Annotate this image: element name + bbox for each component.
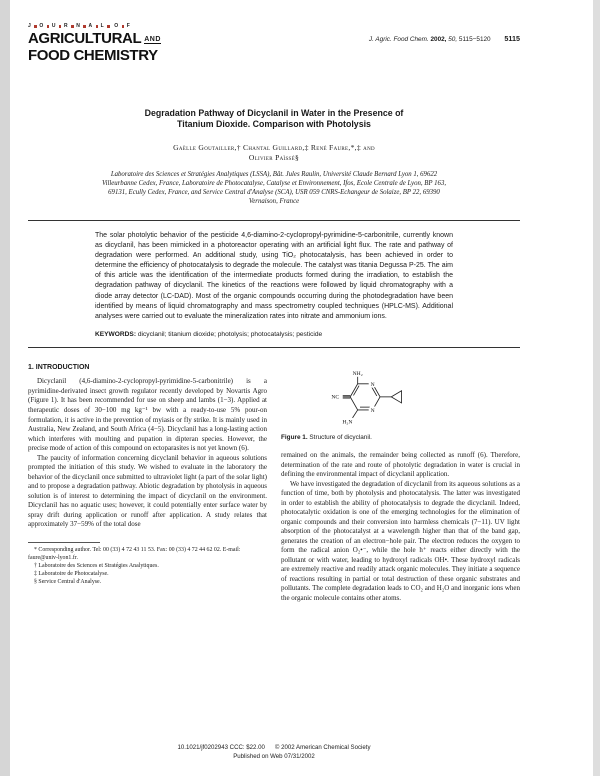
figure-1-caption bbox=[281, 434, 520, 443]
keywords-line bbox=[95, 331, 453, 338]
intro-paragraph-1: Dicyclanil (4,6-diamino-2-cyclopropyl-pyrimidine-5-carbonitrile) is a pyrimidine-derivated insect growth regulator recently developed by Novartis Agro (Figure 1). It has been recommended for use on sheep and lambs (1−3). Applied at therapeutic doses of 30−100 mg kg⁻¹ bw with a ready-to-use 5% pour-on formulation, it is active in the prevention of myiasis or fly strike. It is mainly used in Australia, New Zealand, and South Africa (4−5). Dicyclanil has a long-lasting action which interferes with moulting and pupation in dipteran species. However, the precise mode of action of this compound on ectoparasites is not yet known (6). bbox=[28, 377, 267, 453]
article-title-line-1: Degradation Pathway of Dicyclanil in Water in the Presence of bbox=[144, 107, 404, 118]
footnote-rule bbox=[28, 542, 100, 543]
logo-word-and: AND bbox=[144, 36, 161, 44]
citation-volume: 50, bbox=[448, 36, 458, 43]
author-line-2: Olivier Païssé§ bbox=[248, 152, 300, 162]
journal-of-letter: U bbox=[52, 24, 64, 29]
logo-word-agricultural: AGRICULTURAL bbox=[28, 30, 142, 48]
running-head-citation bbox=[369, 34, 520, 43]
footer-line-2: Published on Web 07/31/2002 bbox=[233, 752, 315, 760]
copyright-notice: © 2002 American Chemical Society bbox=[274, 743, 371, 751]
footnote-double-dagger: ‡ Laboratoire de Photocatalyse. bbox=[34, 571, 109, 578]
journal-of-letter: O bbox=[114, 24, 126, 29]
figure-1-caption-text: Structure of dicyclanil. bbox=[309, 433, 372, 441]
right-column bbox=[281, 363, 520, 604]
footnotes-block bbox=[28, 542, 267, 587]
footer-line-1 bbox=[28, 743, 520, 752]
section-heading-introduction: 1. INTRODUCTION bbox=[28, 363, 90, 371]
logo-line-1 bbox=[28, 31, 161, 48]
journal-of-letter: F bbox=[126, 23, 131, 29]
citation-pages: 5115−5120 bbox=[458, 36, 491, 43]
footnote-dagger: † Laboratoire des Sciences et Stratégies Analytiques. bbox=[34, 562, 159, 569]
article-title-line-2: Titanium Dioxide. Comparison with Photolysis bbox=[177, 119, 371, 130]
journal-of-letter: J bbox=[28, 24, 39, 29]
atom-label-nh2: NH₂ bbox=[352, 370, 363, 377]
logo-word-food-chemistry: FOOD CHEMISTRY bbox=[28, 47, 158, 65]
atom-label-h2n: H₂N bbox=[342, 419, 353, 426]
author-line-1: Gaëlle Goutailler,† Chantal Guillard,‡ René Faure,*,‡ and bbox=[173, 142, 375, 152]
journal-logo bbox=[28, 24, 161, 64]
figure-1-label: Figure 1. bbox=[281, 433, 308, 441]
article-title bbox=[28, 108, 520, 131]
scan-edge-left bbox=[0, 0, 10, 776]
abstract-text: The solar photolytic behavior of the pesticide 4,6-diamino-2-cyclopropyl-pyrimidine-5-carbonitrile, currently known as dicyclanil, has been mimicked in a photoreactor operating with an artificial light flux. The rate and pathway of degradation were performed. An additional study, using TiO₂ photocatalysis, has been achieved in order to determine the efficiency of photocatalysis to degrade the molecule. The catalyst was titania Degussa P-25. The aim of this article was the identification of the intermediate products formed during the irradiation, to establish the degradation pathway of dicyclanil. The kinetics of the reactions were followed by liquid chromatography with a diode array detector (LC-DAD). Most of the organic compounds occurring during the photodegradation have been identified by means of liquid chromatography and mass spectrometry coupled techniques (HPLC-MS). Additional analyses were carried out to evaluate the mineralization rates into nitrate and ammonium ions. bbox=[95, 231, 453, 320]
body-columns bbox=[28, 363, 520, 604]
figure-1 bbox=[281, 363, 520, 451]
dicyclanil-structure bbox=[311, 367, 423, 429]
journal-of-letter: O bbox=[39, 24, 51, 29]
page-footer bbox=[28, 743, 520, 761]
citation-year: 2002, bbox=[430, 36, 447, 43]
page-content bbox=[28, 0, 520, 776]
journal-of-letter: R bbox=[64, 24, 76, 29]
affiliations: Laboratoire des Sciences et Stratégies Analytiques (LSSA), Bât. Jules Raulin, Université Claude Bernard Lyon 1, 69622 Villeurbanne Cedex, France, Laboratoire de Photocatalyse, Catalyse et Environnement, Ifos, Ecole Centrale de Lyon, BP 163, 69131, Ecully Cedex, France, and Service Central d'Analyse (SCA), USR 059 CNRS-Echangeur de Solaize, BP 22, 69390 Vernaison, France bbox=[101, 171, 447, 205]
atom-label-nc: NC bbox=[331, 394, 340, 401]
abstract-bottom-rule bbox=[28, 347, 520, 348]
keywords-text: dicyclanil; titanium dioxide; photolysis; photocatalysis; pesticide bbox=[137, 330, 323, 338]
body-paragraph-3: remained on the animals, the remainder being collected as runoff (6). Therefore, determination of the rate and route of photolytic degradation in water is crucial in defining the environmental impact of dicyclanil application. bbox=[281, 451, 520, 479]
page-number: 5115 bbox=[504, 34, 520, 43]
left-column bbox=[28, 363, 267, 604]
journal-of-letter: A bbox=[88, 24, 100, 29]
footnote-corresponding-author: * Corresponding author. Tel: 00 (33) 4 72 43 11 53. Fax: 00 (33) 4 72 44 62 02. E-mail: faure@univ-lyon1.fr. bbox=[28, 546, 241, 561]
journal-of-line bbox=[28, 24, 161, 29]
journal-of-letter: L bbox=[101, 24, 113, 29]
abstract-top-rule bbox=[28, 220, 520, 221]
scan-edge-right bbox=[593, 0, 600, 776]
atom-label-n-top: N bbox=[370, 381, 375, 388]
journal-of-letter: N bbox=[76, 24, 88, 29]
journal-header bbox=[28, 0, 520, 64]
keywords-label: KEYWORDS: bbox=[95, 330, 137, 338]
doi-ccc-code: 10.1021/jf0202943 CCC: $22.00 bbox=[177, 743, 265, 751]
intro-paragraph-2: The paucity of information concerning dicyclanil behavior in aqueous solutions prompted the initiation of this study. We wished to evaluate in the laboratory the behavior of the dicyclanil once submitted to ultraviolet light (a part of the solar light) and to propose a degradation pathway. Abiotic degradation by photolysis in aqueous solution is of interest to determining the impact of dicyclanil on the environment. Dicyclanil has no aquatic uses; however, it could potentially enter surface water by spray drift during application or runoff after application. A study relates that approximately 37−59% of the total dose bbox=[28, 453, 267, 529]
footnote-section: § Service Central d'Analyse. bbox=[34, 579, 102, 586]
body-paragraph-4: We have investigated the degradation of dicyclanil from its aqueous solutions as a function of time, both by photolysis and photocatalysis. The latter was investigated in order to establish the ability of photocatalysis to degrade the dicyclanil. Indeed, photocatalytic oxidation is one of the emerging technologies for the elimination of organic compounds and their conversion into harmless chemicals (7−11). UV light absorption of the photocatalyst at a wavelength higher than that of the band gap, generates the creation of an electron−hole pair. The electron reduces the oxygen to form the radical anion O₂•⁻, while the hole h⁺ reacts either directly with the pollutant or with water, leading to hydroxyl radicals OH•. These hydroxyl radicals are extremely reactive and readily attack organic molecules. They initiate a sequence of reactions resulting in partial or total destruction of these organic substrates and pollutants. The complete degradation leads to CO₂ and H₂O and inorganic ions when the organic molecule contains other atoms. bbox=[281, 479, 520, 602]
author-list bbox=[28, 143, 520, 163]
atom-label-n-bottom: N bbox=[370, 408, 375, 415]
citation-journal-abbrev: J. Agric. Food Chem. bbox=[368, 36, 429, 43]
